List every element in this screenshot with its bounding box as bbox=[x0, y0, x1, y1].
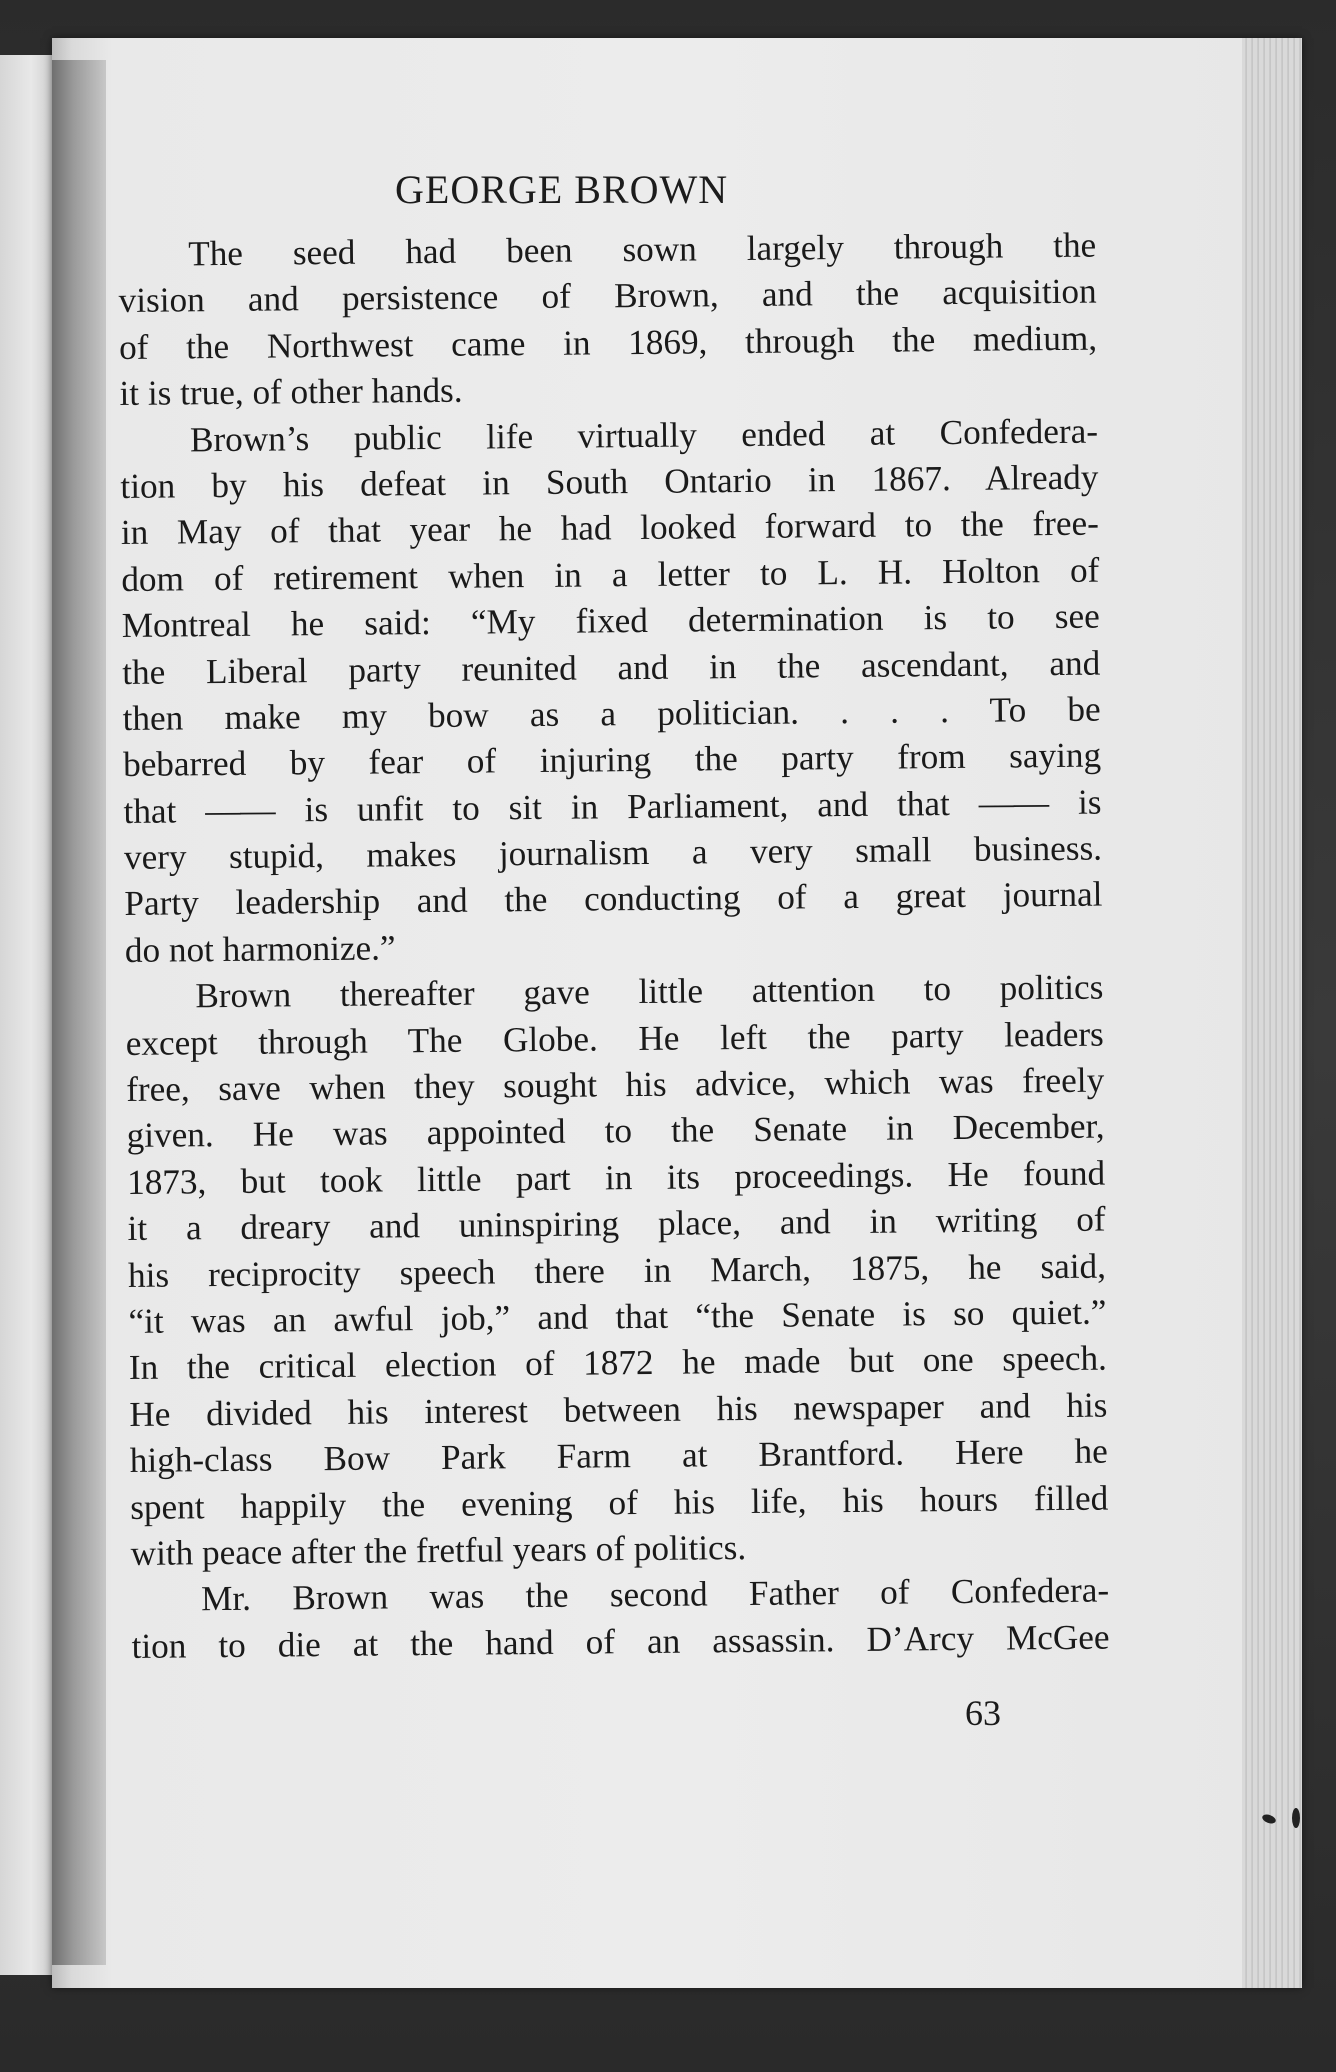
text-line: do not harmonize.” bbox=[124, 928, 396, 970]
text-line: given. He was appointed to the Senate in December, bbox=[126, 1106, 1105, 1156]
text-line: then make my bow as a politician. . . . To be bbox=[122, 689, 1101, 738]
text-line: very stupid, makes journalism a very small business. bbox=[123, 828, 1103, 878]
page-stack-edges bbox=[1242, 38, 1302, 1988]
text-line: bebarred by fear of injuring the party from saying bbox=[122, 735, 1102, 785]
running-head: GEORGE BROWN bbox=[395, 167, 729, 212]
text-line: it a dreary and uninspiring place, and in writing of bbox=[127, 1199, 1106, 1249]
text-line: in May of that year he had looked forward to the free- bbox=[120, 503, 1100, 553]
body-text bbox=[118, 223, 1110, 1670]
text-line: with peace after the fretful years of politics. bbox=[130, 1527, 747, 1573]
text-line: tion by his defeat in South Ontario in 1867. Already bbox=[120, 457, 1099, 506]
text-line: In the critical election of 1872 he made but one speech. bbox=[128, 1338, 1108, 1388]
page-number: 63 bbox=[965, 1693, 1001, 1733]
text-line: it is true, of other hands. bbox=[119, 370, 463, 414]
text-line: tion to die at the hand of an assassin. D’Arcy McGee bbox=[131, 1617, 1110, 1666]
text-line: The seed had been sown largely through the bbox=[188, 225, 1097, 274]
text-line: of the Northwest came in 1869, through the medium, bbox=[118, 318, 1098, 367]
text-line: dom of retirement when in a letter to L. H. Holton of bbox=[121, 550, 1100, 599]
text-line: He divided his interest between his newspaper and his bbox=[129, 1385, 1108, 1434]
text-line: Montreal he said: “My fixed determination is to see bbox=[121, 596, 1100, 646]
ink-speck bbox=[1292, 1808, 1300, 1828]
text-line: free, save when they sought his advice, which was freely bbox=[126, 1060, 1105, 1109]
facing-page-edge bbox=[0, 55, 52, 1975]
text-line: Party leadership and the conducting of a great journal bbox=[124, 875, 1103, 924]
text-line: Brown’s public life virtually ended at Confedera- bbox=[189, 411, 1099, 459]
text-line: 1873, but took little part in its proceedings. He found bbox=[126, 1153, 1106, 1202]
text-line: the Liberal party reunited and in the ascendant, and bbox=[122, 643, 1101, 692]
text-line: high-class Bow Park Farm at Brantford. Here he bbox=[129, 1431, 1108, 1481]
text-line: vision and persistence of Brown, and the acquisition bbox=[118, 272, 1097, 321]
page-gutter-shadow bbox=[52, 60, 106, 1965]
text-line: Brown thereafter gave little attention to politics bbox=[195, 967, 1104, 1016]
text-line: spent happily the evening of his life, his hours filled bbox=[130, 1478, 1109, 1527]
text-line: that —— is unfit to sit in Parliament, and that —— is bbox=[123, 782, 1102, 831]
text-line: his reciprocity speech there in March, 1875, he said, bbox=[127, 1246, 1107, 1295]
text-line: Mr. Brown was the second Father of Confedera- bbox=[200, 1570, 1110, 1619]
text-line: except through The Globe. He left the party leaders bbox=[125, 1014, 1104, 1063]
text-line: “it was an awful job,” and that “the Senate is so quiet.” bbox=[128, 1292, 1107, 1341]
